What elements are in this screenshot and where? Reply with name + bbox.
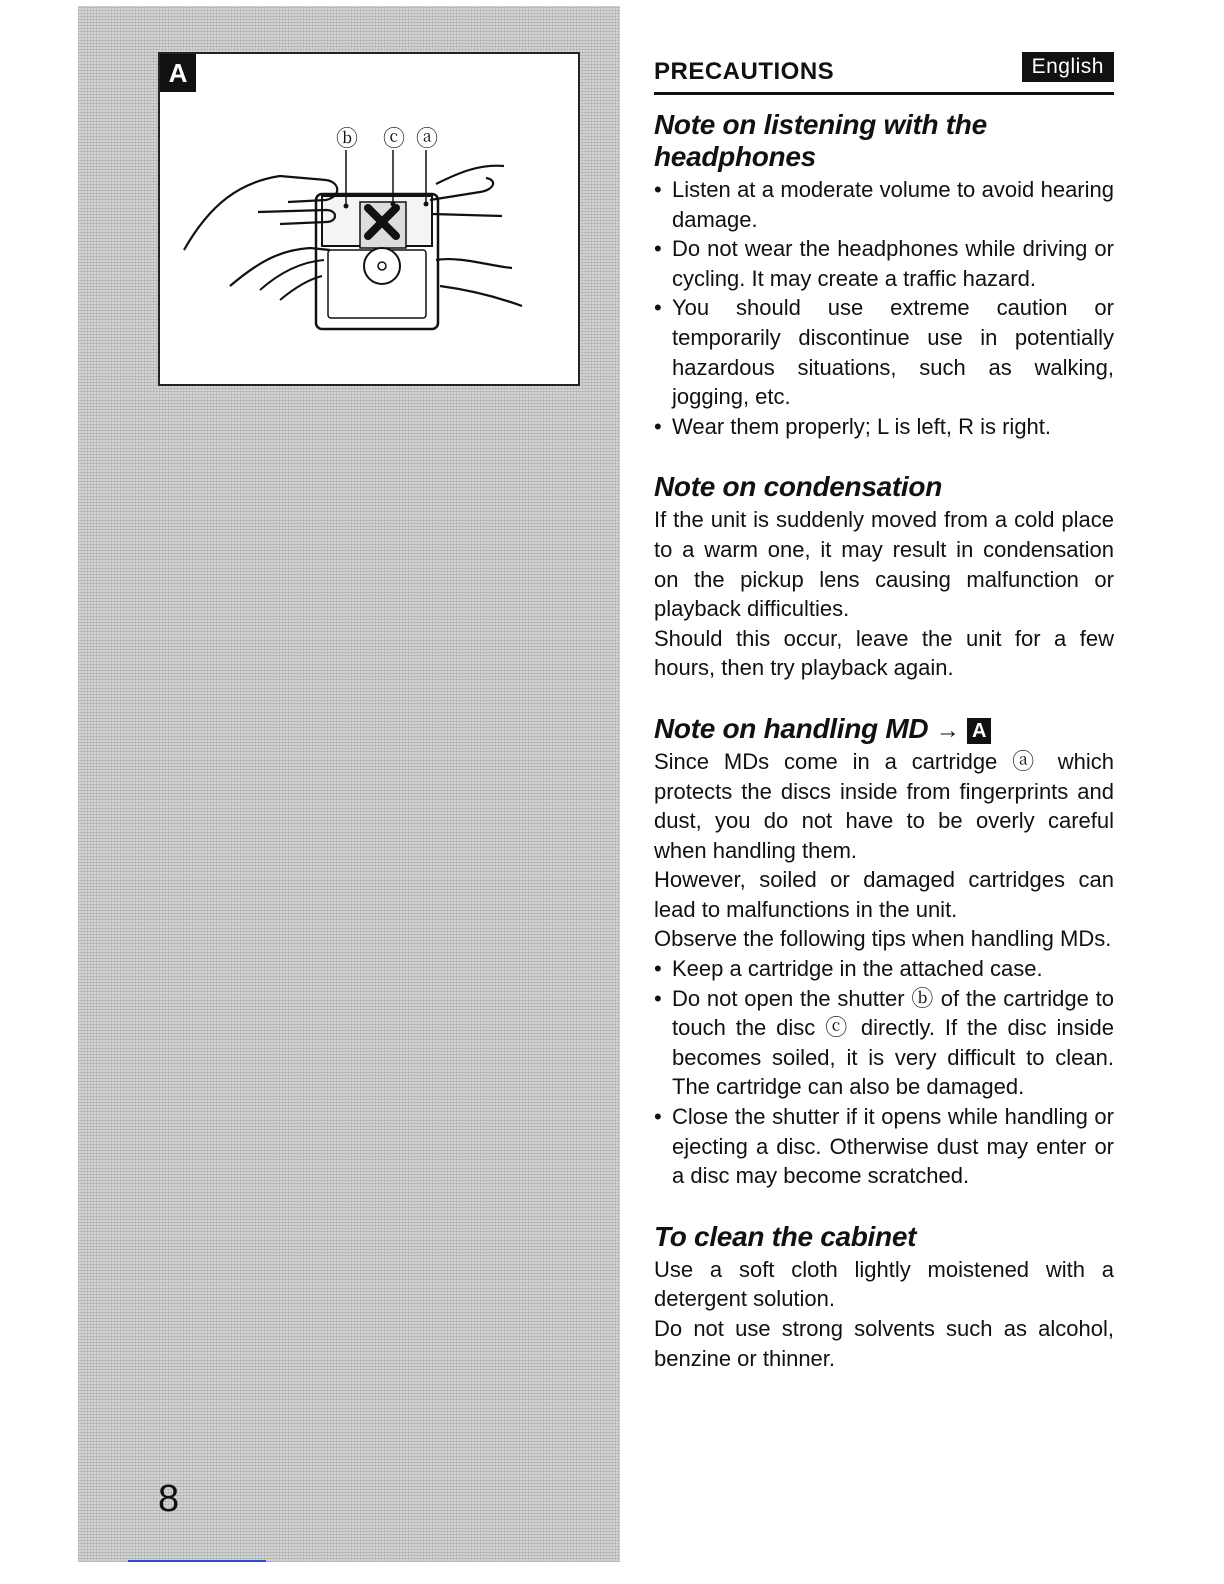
paragraph: Since MDs come in a cartridge ⓐ which protects the discs inside from fingerprints and dust, you do not have to be overly careful when handling them. — [654, 748, 1114, 863]
content-column — [654, 52, 1114, 1373]
label-a: ⓐ — [416, 127, 439, 152]
md-cartridge-illustration — [160, 54, 578, 384]
section-handling — [654, 713, 1114, 1191]
md-handling-figure — [158, 52, 580, 386]
link-underline — [128, 1560, 266, 1562]
paragraph: Observe the following tips when handling MDs. — [654, 926, 1112, 952]
section-title: Note on condensation — [654, 471, 943, 503]
arrow-icon: → — [935, 716, 960, 744]
page-number: 8 — [158, 1478, 180, 1520]
label-c: ⓒ — [383, 127, 406, 152]
page-header — [654, 52, 1114, 95]
list-item: • Do not wear the headphones while driving or cycling. It may create a traffic hazard. — [654, 234, 1114, 293]
list-item: • Do not open the shutter ⓑ of the cartridge to touch the disc ⓒ directly. If the disc inside becomes soiled, it is very difficult to clean. The cartridge can also be damaged. — [654, 984, 1114, 1102]
section-title: To clean the cabinet — [654, 1220, 917, 1252]
language-badge: English — [1022, 52, 1114, 82]
list-item: • Keep a cartridge in the attached case. — [654, 954, 1114, 984]
bullet-list — [654, 954, 1114, 1191]
list-item: • Wear them properly; L is left, R is right. — [654, 412, 1114, 442]
section-title — [654, 713, 1114, 745]
label-b: ⓑ — [336, 127, 359, 152]
list-item: • Listen at a moderate volume to avoid hearing damage. — [654, 175, 1114, 234]
list-item: • Close the shutter if it opens while handling or ejecting a disc. Otherwise dust may enter or a disc may become scratched. — [654, 1102, 1114, 1191]
section-title: Note on listening with the headphones — [654, 109, 987, 172]
page-title: PRECAUTIONS — [654, 58, 835, 85]
section-title-text: Note on handling MD — [654, 712, 929, 744]
bullet-list — [654, 175, 1114, 441]
paragraph: If the unit is suddenly moved from a cold place to a warm one, it may result in condensation on the pickup lens causing malfunction or playback difficulties. — [654, 507, 1114, 622]
section-headphones — [654, 109, 1114, 441]
paragraph: However, soiled or damaged cartridges can lead to malfunctions in the unit. — [654, 867, 1114, 922]
paragraph: Do not use strong solvents such as alcohol, benzine or thinner. — [654, 1316, 1114, 1371]
section-cabinet — [654, 1221, 1114, 1373]
figure-ref-badge: A — [967, 718, 991, 744]
paragraph: Use a soft cloth lightly moistened with a detergent solution. — [654, 1256, 1114, 1312]
paragraph: Should this occur, leave the unit for a few hours, then try playback again. — [654, 625, 1114, 681]
list-item: • You should use extreme caution or temporarily discontinue use in potentially hazardous situations, such as walking, jogging, etc. — [654, 293, 1114, 411]
section-condensation — [654, 471, 1114, 683]
figure-badge: A — [160, 54, 196, 92]
